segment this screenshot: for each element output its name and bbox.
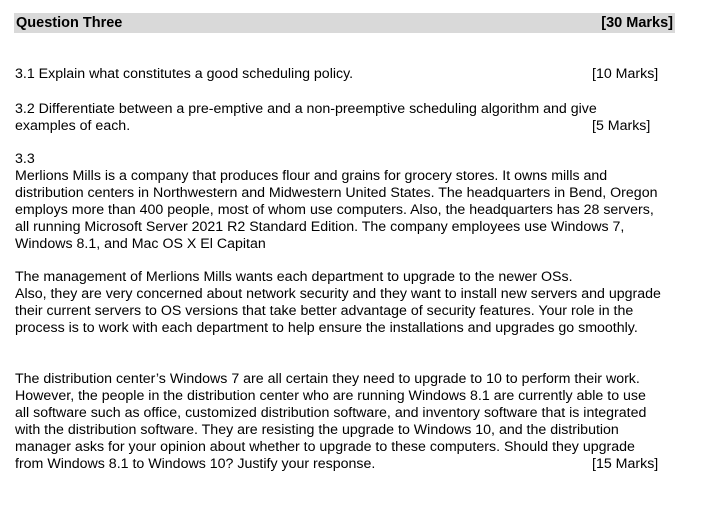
question-3-1-marks: [10 Marks] <box>592 66 659 82</box>
question-3-2-marks: [5 Marks] <box>592 118 651 134</box>
paragraph-1-line: employs more than 400 people, most of whom use computers. Also, the headquarters has 28 servers, <box>15 202 654 218</box>
paragraph-3-line: with the distribution software. They are resisting the upgrade to Windows 10, and the distribution <box>15 422 619 438</box>
paragraph-2-line: The management of Merlions Mills wants each department to upgrade to the newer OSs. <box>15 269 573 285</box>
paragraph-3-line: The distribution center’s Windows 7 are all certain they need to upgrade to 10 to perform their work. <box>15 371 640 387</box>
paragraph-1-line: Merlions Mills is a company that produces flour and grains for grocery stores. It owns mills and <box>15 168 608 184</box>
paragraph-1-line: Windows 8.1, and Mac OS X El Capitan <box>15 236 266 252</box>
paragraph-3 <box>15 371 690 473</box>
question-title: Question Three <box>16 15 123 31</box>
question-3-2 <box>15 101 690 135</box>
question-3-3-number: 3.3 <box>15 151 35 167</box>
paragraph-2-line: their current servers to OS versions that take better advantage of security features. Your role in the <box>15 303 634 319</box>
paragraph-2-line: process is to work with each department to help ensure the installations and upgrades go smoothly. <box>15 320 638 336</box>
question-3-3-marks: [15 Marks] <box>592 456 659 472</box>
paragraph-3-line: However, the people in the distribution center who are running Windows 8.1 are currently able to use <box>15 388 646 404</box>
question-3-3 <box>15 151 690 253</box>
question-3-1-text: 3.1 Explain what constitutes a good scheduling policy. <box>15 66 354 82</box>
question-3-1 <box>15 66 690 83</box>
paragraph-1-line: distribution centers in Northwestern and Midwestern United States. The headquarters in Bend, Oregon <box>15 185 658 201</box>
paragraph-3-line: from Windows 8.1 to Windows 10? Justify your response. <box>15 456 376 472</box>
paragraph-3-line: manager asks for your opinion about whether to upgrade to these computers. Should they upgrade <box>15 439 635 455</box>
paragraph-2 <box>15 269 690 337</box>
question-3-2-line-2: examples of each. <box>15 118 131 134</box>
paragraph-2-line: Also, they are very concerned about network security and they want to install new servers and upgrade <box>15 286 661 302</box>
total-marks: [30 Marks] <box>601 15 673 31</box>
paragraph-3-line: all software such as office, customized distribution software, and inventory software that is integrated <box>15 405 647 421</box>
question-3-2-line-1: 3.2 Differentiate between a pre-emptive and a non-preemptive scheduling algorithm and give <box>15 101 597 117</box>
question-header <box>14 13 675 33</box>
paragraph-1-line: all running Microsoft Server 2021 R2 Standard Edition. The company employees use Windows 7, <box>15 219 625 235</box>
